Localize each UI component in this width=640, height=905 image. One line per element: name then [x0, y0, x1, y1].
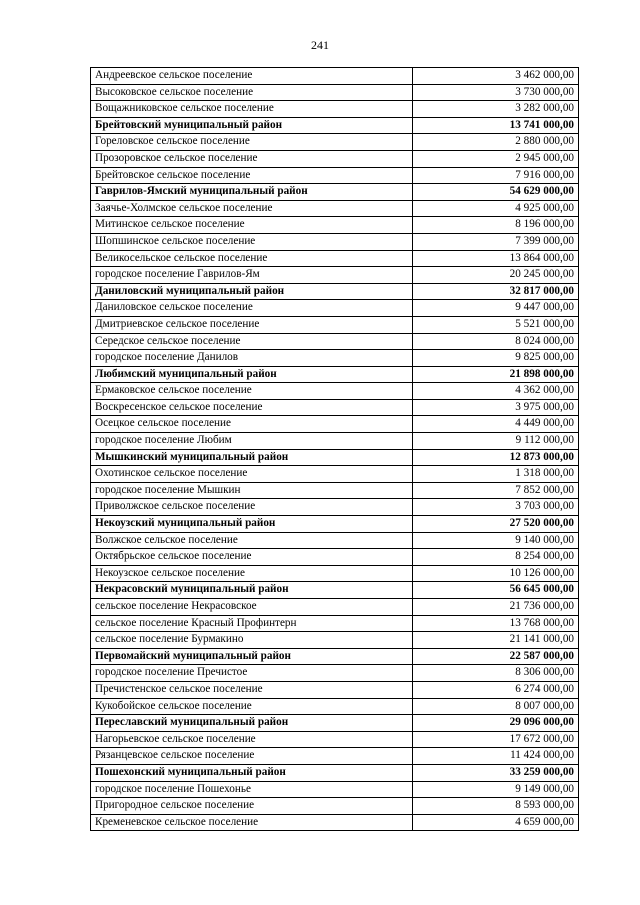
district-total-row	[91, 764, 579, 781]
row-amount-cell: 54 629 000,00	[413, 184, 579, 201]
budget-table-body	[91, 68, 579, 831]
district-total-row	[91, 715, 579, 732]
row-name-cell: городское поселение Данилов	[91, 350, 413, 367]
row-name-cell: Любимский муниципальный район	[91, 366, 413, 383]
settlement-row	[91, 316, 579, 333]
settlement-row	[91, 68, 579, 85]
row-name-cell: городское поселение Пречистое	[91, 665, 413, 682]
row-name-cell: Шопшинское сельское поселение	[91, 233, 413, 250]
district-total-row	[91, 184, 579, 201]
district-total-row	[91, 449, 579, 466]
row-name-cell: городское поселение Любим	[91, 433, 413, 450]
row-amount-cell: 9 149 000,00	[413, 781, 579, 798]
settlement-row	[91, 632, 579, 649]
settlement-row	[91, 482, 579, 499]
row-name-cell: Охотинское сельское поселение	[91, 466, 413, 483]
row-amount-cell: 3 703 000,00	[413, 499, 579, 516]
row-amount-cell: 8 593 000,00	[413, 798, 579, 815]
settlement-row	[91, 433, 579, 450]
settlement-row	[91, 101, 579, 118]
row-amount-cell: 1 318 000,00	[413, 466, 579, 483]
row-name-cell: Заячье-Холмское сельское поселение	[91, 200, 413, 217]
row-name-cell: Ермаковское сельское поселение	[91, 383, 413, 400]
row-name-cell: Рязанцевское сельское поселение	[91, 748, 413, 765]
settlement-row	[91, 250, 579, 267]
row-name-cell: городское поселение Мышкин	[91, 482, 413, 499]
row-name-cell: Пречистенское сельское поселение	[91, 681, 413, 698]
row-amount-cell: 12 873 000,00	[413, 449, 579, 466]
row-name-cell: сельское поселение Некрасовское	[91, 599, 413, 616]
row-amount-cell: 4 925 000,00	[413, 200, 579, 217]
row-amount-cell: 21 736 000,00	[413, 599, 579, 616]
row-amount-cell: 7 916 000,00	[413, 167, 579, 184]
row-name-cell: Кременевское сельское поселение	[91, 814, 413, 831]
row-amount-cell: 56 645 000,00	[413, 582, 579, 599]
page-number: 241	[311, 38, 329, 52]
row-name-cell: Некрасовский муниципальный район	[91, 582, 413, 599]
row-name-cell: сельское поселение Бурмакино	[91, 632, 413, 649]
row-name-cell: Пошехонский муниципальный район	[91, 764, 413, 781]
settlement-row	[91, 565, 579, 582]
settlement-row	[91, 698, 579, 715]
settlement-row	[91, 167, 579, 184]
row-amount-cell: 13 768 000,00	[413, 615, 579, 632]
settlement-row	[91, 731, 579, 748]
row-amount-cell: 21 898 000,00	[413, 366, 579, 383]
row-name-cell: Брейтовское сельское поселение	[91, 167, 413, 184]
district-total-row	[91, 648, 579, 665]
row-amount-cell: 32 817 000,00	[413, 283, 579, 300]
row-amount-cell: 11 424 000,00	[413, 748, 579, 765]
row-amount-cell: 3 975 000,00	[413, 399, 579, 416]
row-amount-cell: 27 520 000,00	[413, 516, 579, 533]
budget-table	[90, 67, 579, 831]
row-name-cell: Гореловское сельское поселение	[91, 134, 413, 151]
settlement-row	[91, 615, 579, 632]
settlement-row	[91, 798, 579, 815]
row-amount-cell: 13 741 000,00	[413, 117, 579, 134]
row-amount-cell: 8 306 000,00	[413, 665, 579, 682]
row-amount-cell: 4 659 000,00	[413, 814, 579, 831]
row-name-cell: Мышкинский муниципальный район	[91, 449, 413, 466]
settlement-row	[91, 267, 579, 284]
row-amount-cell: 5 521 000,00	[413, 316, 579, 333]
row-name-cell: городское поселение Гаврилов-Ям	[91, 267, 413, 284]
settlement-row	[91, 233, 579, 250]
row-name-cell: Андреевское сельское поселение	[91, 68, 413, 85]
row-name-cell: Кукобойское сельское поселение	[91, 698, 413, 715]
row-amount-cell: 8 254 000,00	[413, 549, 579, 566]
district-total-row	[91, 516, 579, 533]
row-name-cell: Октябрьское сельское поселение	[91, 549, 413, 566]
settlement-row	[91, 200, 579, 217]
row-amount-cell: 9 825 000,00	[413, 350, 579, 367]
district-total-row	[91, 283, 579, 300]
row-name-cell: Даниловский муниципальный район	[91, 283, 413, 300]
row-name-cell: сельское поселение Красный Профинтерн	[91, 615, 413, 632]
row-name-cell: Даниловское сельское поселение	[91, 300, 413, 317]
settlement-row	[91, 665, 579, 682]
row-amount-cell: 3 462 000,00	[413, 68, 579, 85]
row-amount-cell: 20 245 000,00	[413, 267, 579, 284]
settlement-row	[91, 300, 579, 317]
settlement-row	[91, 84, 579, 101]
district-total-row	[91, 117, 579, 134]
row-amount-cell: 21 141 000,00	[413, 632, 579, 649]
row-amount-cell: 13 864 000,00	[413, 250, 579, 267]
row-name-cell: Гаврилов-Ямский муниципальный район	[91, 184, 413, 201]
settlement-row	[91, 134, 579, 151]
row-name-cell: Воскресенское сельское поселение	[91, 399, 413, 416]
row-amount-cell: 4 362 000,00	[413, 383, 579, 400]
settlement-row	[91, 599, 579, 616]
settlement-row	[91, 466, 579, 483]
row-amount-cell: 29 096 000,00	[413, 715, 579, 732]
settlement-row	[91, 217, 579, 234]
row-amount-cell: 8 024 000,00	[413, 333, 579, 350]
row-amount-cell: 9 112 000,00	[413, 433, 579, 450]
row-amount-cell: 8 196 000,00	[413, 217, 579, 234]
row-amount-cell: 6 274 000,00	[413, 681, 579, 698]
row-amount-cell: 2 945 000,00	[413, 150, 579, 167]
row-amount-cell: 17 672 000,00	[413, 731, 579, 748]
row-amount-cell: 3 730 000,00	[413, 84, 579, 101]
row-name-cell: Нагорьевское сельское поселение	[91, 731, 413, 748]
row-name-cell: Брейтовский муниципальный район	[91, 117, 413, 134]
row-name-cell: Осецкое сельское поселение	[91, 416, 413, 433]
row-name-cell: Пригородное сельское поселение	[91, 798, 413, 815]
row-amount-cell: 8 007 000,00	[413, 698, 579, 715]
row-amount-cell: 7 399 000,00	[413, 233, 579, 250]
settlement-row	[91, 681, 579, 698]
row-name-cell: Вощажниковское сельское поселение	[91, 101, 413, 118]
row-name-cell: Дмитриевское сельское поселение	[91, 316, 413, 333]
row-amount-cell: 33 259 000,00	[413, 764, 579, 781]
settlement-row	[91, 549, 579, 566]
row-name-cell: Некоузский муниципальный район	[91, 516, 413, 533]
settlement-row	[91, 781, 579, 798]
row-amount-cell: 22 587 000,00	[413, 648, 579, 665]
settlement-row	[91, 416, 579, 433]
settlement-row	[91, 399, 579, 416]
row-amount-cell: 7 852 000,00	[413, 482, 579, 499]
settlement-row	[91, 383, 579, 400]
settlement-row	[91, 350, 579, 367]
row-name-cell: Середское сельское поселение	[91, 333, 413, 350]
row-name-cell: Первомайский муниципальный район	[91, 648, 413, 665]
row-amount-cell: 10 126 000,00	[413, 565, 579, 582]
settlement-row	[91, 814, 579, 831]
settlement-row	[91, 150, 579, 167]
settlement-row	[91, 532, 579, 549]
row-name-cell: Прозоровское сельское поселение	[91, 150, 413, 167]
row-amount-cell: 2 880 000,00	[413, 134, 579, 151]
row-name-cell: Великосельское сельское поселение	[91, 250, 413, 267]
row-amount-cell: 4 449 000,00	[413, 416, 579, 433]
row-name-cell: Приволжское сельское поселение	[91, 499, 413, 516]
district-total-row	[91, 582, 579, 599]
row-name-cell: городское поселение Пошехонье	[91, 781, 413, 798]
row-amount-cell: 3 282 000,00	[413, 101, 579, 118]
settlement-row	[91, 748, 579, 765]
row-amount-cell: 9 140 000,00	[413, 532, 579, 549]
row-name-cell: Некоузское сельское поселение	[91, 565, 413, 582]
settlement-row	[91, 499, 579, 516]
row-amount-cell: 9 447 000,00	[413, 300, 579, 317]
row-name-cell: Митинское сельское поселение	[91, 217, 413, 234]
row-name-cell: Переславский муниципальный район	[91, 715, 413, 732]
row-name-cell: Волжское сельское поселение	[91, 532, 413, 549]
settlement-row	[91, 333, 579, 350]
district-total-row	[91, 366, 579, 383]
row-name-cell: Высоковское сельское поселение	[91, 84, 413, 101]
